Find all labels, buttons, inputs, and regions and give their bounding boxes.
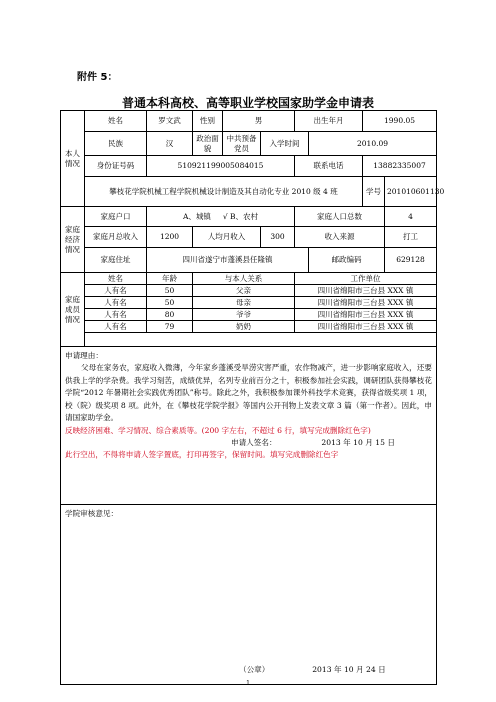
member-age[interactable]: 79 — [147, 321, 193, 333]
review-section[interactable] — [61, 505, 437, 685]
gender-value[interactable]: 男 — [223, 111, 295, 132]
member-header-work: 工作单位 — [295, 273, 437, 285]
student-no-label: 学号 — [363, 177, 385, 207]
member-name[interactable]: 人有名 — [85, 309, 147, 321]
gender-label: 性别 — [193, 111, 223, 132]
zip-label: 邮政编码 — [309, 248, 385, 273]
hukou-option-a[interactable]: A、城镇 — [182, 211, 211, 221]
income-source-value[interactable]: 打工 — [385, 227, 437, 248]
reason-label: 申请理由： — [65, 351, 103, 360]
id-label: 身份证号码 — [85, 156, 147, 177]
member-header-relation: 与本人关系 — [193, 273, 295, 285]
address-value[interactable]: 四川省遂宁市蓬溪县任隆镇 — [147, 248, 309, 273]
page-number: 1 — [246, 680, 250, 687]
address-label: 家庭住址 — [85, 248, 147, 273]
phone-value[interactable]: 13882335007 — [363, 156, 437, 177]
review-label: 学院审核意见： — [65, 509, 119, 518]
hukou-label: 家庭户口 — [85, 207, 147, 227]
income-source-label: 收入来源 — [295, 227, 385, 248]
id-value[interactable]: 510921199005084015 — [147, 156, 295, 177]
per-capita-label: 人均月收入 — [193, 227, 261, 248]
applicant-date[interactable]: 2013 年 10 月 15 日 — [321, 437, 395, 447]
member-row — [61, 309, 437, 321]
member-name[interactable]: 人有名 — [85, 285, 147, 297]
members-blank-row — [85, 333, 437, 347]
hukou-options — [147, 207, 295, 227]
phone-label: 联系电话 — [295, 156, 363, 177]
enroll-label: 入学时间 — [261, 132, 309, 156]
reason-section[interactable] — [61, 347, 437, 505]
member-name[interactable]: 人有名 — [85, 321, 147, 333]
member-header-name: 姓名 — [85, 273, 147, 285]
applicant-sign-label: 申请人签名： — [231, 437, 277, 447]
review-date[interactable]: 2013 年 10 月 24 日 — [312, 665, 386, 674]
population-label: 家庭人口总数 — [295, 207, 385, 227]
enroll-value[interactable]: 2010.09 — [309, 132, 437, 156]
income-label: 家庭月总收入 — [85, 227, 147, 248]
zip-value[interactable]: 629128 — [385, 248, 437, 273]
form-title: 普通本科高校、高等职业学校国家助学金申请表 — [121, 96, 374, 110]
blank-line-note: 此行空出，不得将申请人签字置底，打印再签字，保留时间。填写完成删除红色字 — [65, 449, 339, 459]
member-age[interactable]: 50 — [147, 297, 193, 309]
member-header-age: 年龄 — [147, 273, 193, 285]
attachment-label: 附件 5： — [77, 72, 118, 83]
official-seal-label: （公章） — [239, 665, 270, 674]
application-form — [60, 110, 445, 685]
student-no-value[interactable]: 201010601130 — [385, 177, 437, 207]
reason-text[interactable]: 父母在家务农，家庭收入微薄，今年家乡蓬溪受旱涝灾害严重，农作物减产，进一步影响家庭收入，还要供我上学的学杂费。我学习刻苦，成绩优异，名列专业前百分之十，积极参加社会实践，调研团队获得攀枝花学院“2012 年暑期社会实践优秀团队”称号。除此之外，我积极参加课外科技学术竞赛，获得省级奖项 1 项，校（院）级奖项 8 项。此外，在《攀枝花学院学报》等国内公开刊物上发表文章 3 篇（第一作者）。因此，申请国家助学金。 — [65, 363, 433, 422]
ethnic-value[interactable]: 汉 — [147, 132, 193, 156]
member-work[interactable]: 四川省绵阳市三台县 XXX 镇 — [295, 285, 437, 297]
members-section-label: 家庭成员情况 — [61, 273, 85, 347]
member-row — [61, 321, 437, 333]
member-relation[interactable]: 母亲 — [193, 297, 295, 309]
member-row — [61, 285, 437, 297]
income-value[interactable]: 1200 — [147, 227, 193, 248]
reason-note: 反映经济困难、学习情况、综合素质等。(200 字左右，不超过 6 行，填写完成删除红色字) — [65, 425, 371, 435]
political-value[interactable]: 中共预备党员 — [223, 132, 261, 156]
name-label: 姓名 — [85, 111, 147, 132]
population-value[interactable]: 4 — [385, 207, 437, 227]
personal-section-label: 本人情况 — [61, 111, 85, 207]
member-work[interactable]: 四川省绵阳市三台县 XXX 镇 — [295, 297, 437, 309]
class-value[interactable]: 攀枝花学院机械工程学院机械设计制造及其自动化专业 2010 级 4 班 — [85, 177, 363, 207]
birth-value[interactable]: 1990.05 — [363, 111, 437, 132]
ethnic-label: 民族 — [85, 132, 147, 156]
member-relation[interactable]: 爷爷 — [193, 309, 295, 321]
member-row — [61, 297, 437, 309]
political-label: 政治面貌 — [193, 132, 223, 156]
member-relation[interactable]: 父亲 — [193, 285, 295, 297]
name-value[interactable]: 罗文武 — [147, 111, 193, 132]
member-relation[interactable]: 奶奶 — [193, 321, 295, 333]
hukou-option-b[interactable]: √ B、农村 — [222, 211, 259, 221]
member-name[interactable]: 人有名 — [85, 297, 147, 309]
member-age[interactable]: 80 — [147, 309, 193, 321]
member-work[interactable]: 四川省绵阳市三台县 XXX 镇 — [295, 321, 437, 333]
member-work[interactable]: 四川省绵阳市三台县 XXX 镇 — [295, 309, 437, 321]
birth-label: 出生年月 — [295, 111, 363, 132]
family-section-label: 家庭经济情况 — [61, 207, 85, 273]
per-capita-value[interactable]: 300 — [261, 227, 295, 248]
member-age[interactable]: 50 — [147, 285, 193, 297]
